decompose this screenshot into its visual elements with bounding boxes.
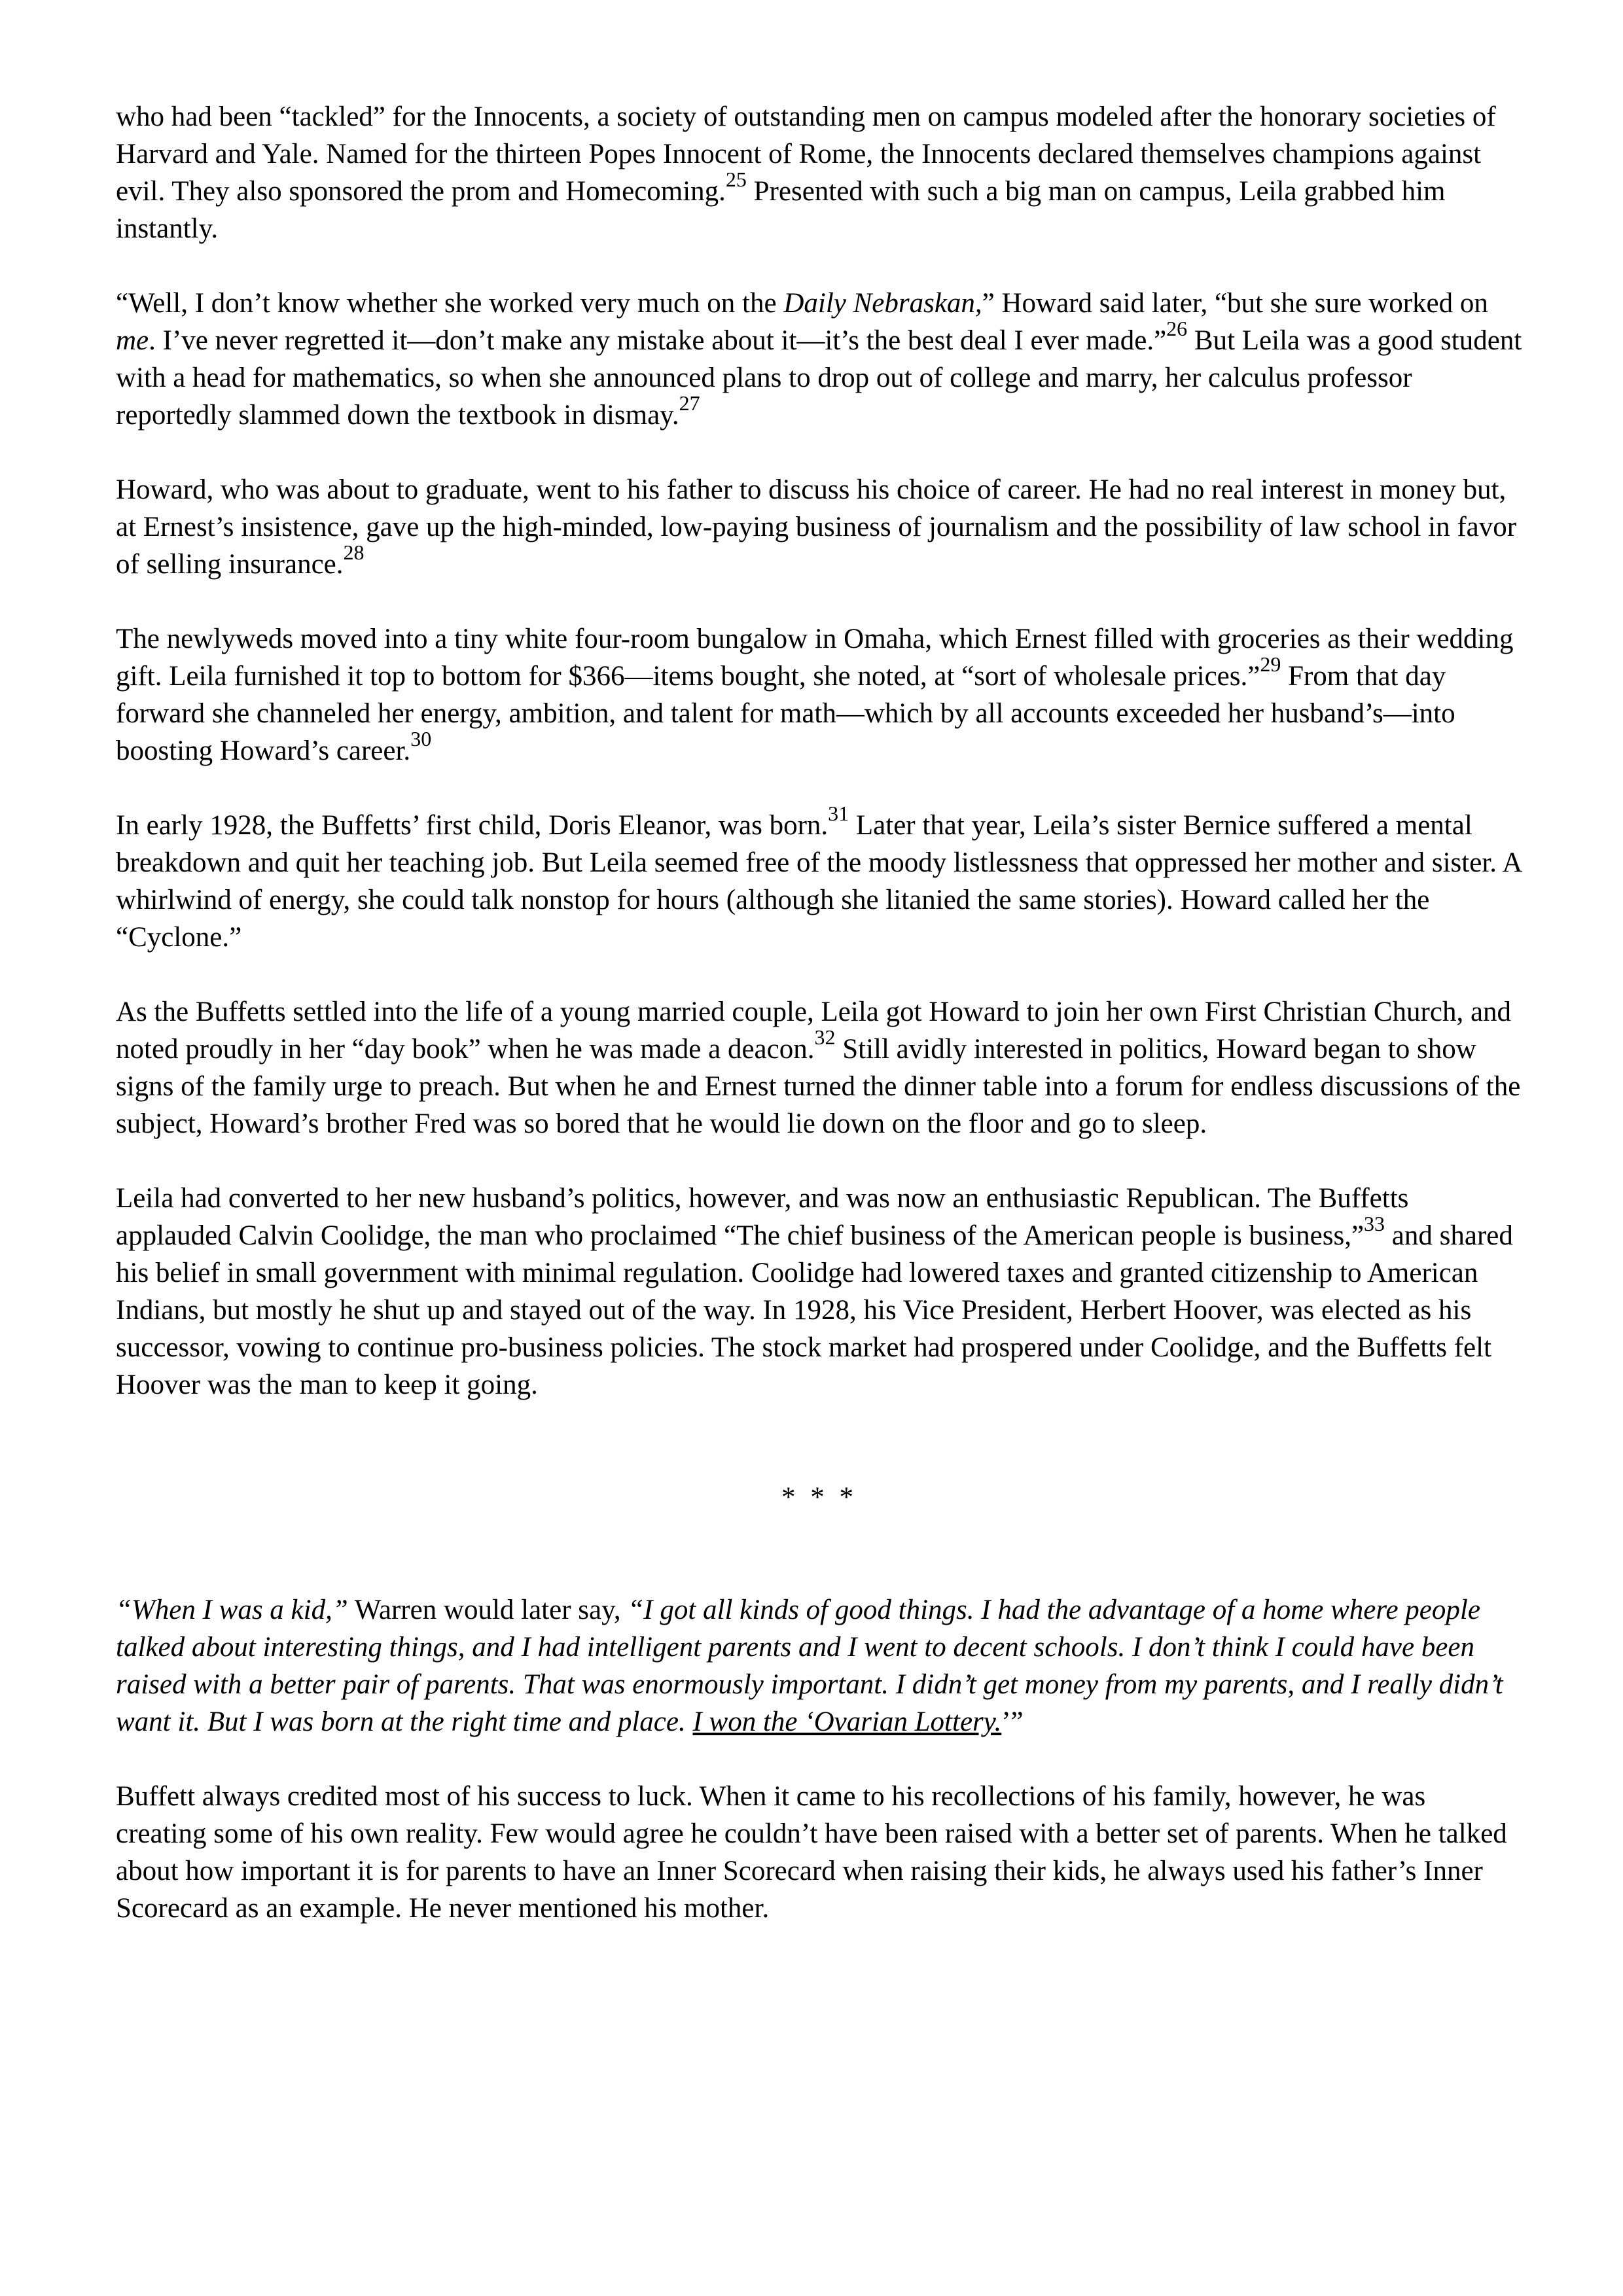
text-run: “When I was a kid,” bbox=[116, 1595, 348, 1625]
text-run: From that day forward she channeled her energy, ambition, and talent for math—which by all accounts exceeded her husband’s—into boosting Howard’s career. bbox=[116, 661, 1455, 766]
text-run: Buffett always credited most of his success to luck. When it came to his recollections of his family, however, he was creating some of his own reality. Few would agree he couldn’t have been raised with a better set of parents. When he talked about how important it is for parents to have an Inner Scorecard when raising their kids, he always used his father’s Inner Scorecard as an example. He never mentioned his mother. bbox=[116, 1781, 1507, 1924]
text-run: Leila had converted to her new husband’s politics, however, and was now an enthusiastic Republican. The Buffetts applauded Calvin Coolidge, the man who proclaimed “The chief business of the American people is business,” bbox=[116, 1183, 1409, 1251]
text-run: who had been “tackled” for the Innocents, a society of outstanding men on campus modeled after the honorary societies of Harvard and Yale. Named for the thirteen Popes Innocent of Rome, the Innocents declared themselves champions against evil. They also sponsored the prom and Homecoming. bbox=[116, 101, 1496, 207]
text-run: I won the ‘Ovarian Lottery. bbox=[692, 1706, 1002, 1737]
body-paragraph bbox=[116, 98, 1523, 247]
footnote-reference: 32 bbox=[814, 1025, 836, 1049]
body-paragraph bbox=[116, 1180, 1523, 1404]
text-run: “I got all kinds of good things. I had the advantage of a home where people talked about interesting things, and I had intelligent parents and I went to decent schools. I don’t think I could have been raised with a better pair of parents. That was enormously important. I didn’t get money from my parents, and I really didn’t want it. But I was born at the right time and place. bbox=[116, 1595, 1503, 1737]
footnote-reference: 31 bbox=[828, 801, 849, 825]
text-run: But Leila was a good student with a head for mathematics, so when she announced plans to drop out of college and marry, her calculus professor reportedly slammed down the textbook in dismay. bbox=[116, 325, 1522, 431]
text-run: The newlyweds moved into a tiny white four-room bungalow in Omaha, which Ernest filled with groceries as their wedding gift. Leila furnished it top to bottom for $366—items bought, she noted, at “sort of wholesale prices.” bbox=[116, 624, 1514, 692]
text-run: In early 1928, the Buffetts’ first child, Doris Eleanor, was born. bbox=[116, 810, 829, 841]
footnote-reference: 28 bbox=[343, 540, 365, 564]
document-page bbox=[116, 98, 1523, 1927]
text-run: Still avidly interested in politics, Howard began to show signs of the family urge to preach. But when he and Ernest turned the dinner table into a forum for endless discussions of the subject, Howard’s brother Fred was so bored that he would lie down on the floor and go to sleep. bbox=[116, 1034, 1521, 1139]
footnote-reference: 25 bbox=[725, 167, 747, 191]
text-run: As the Buffetts settled into the life of a young married couple, Leila got Howard to join her own First Christian Church, and noted proudly in her “day book” when he was made a deacon. bbox=[116, 997, 1512, 1065]
body-paragraph bbox=[116, 620, 1523, 769]
text-run: ’” bbox=[1001, 1706, 1024, 1737]
body-paragraph bbox=[116, 1778, 1523, 1927]
text-run: . I’ve never regretted it—don’t make any mistake about it—it’s the best deal I ever made.” bbox=[149, 325, 1167, 356]
text-run: Later that year, Leila’s sister Bernice suffered a mental breakdown and quit her teaching job. But Leila seemed free of the moody listlessness that oppressed her mother and sister. A whirlwind of energy, she could talk nonstop for hours (although she litanied the same stories). Howard called her the “Cyclone.” bbox=[116, 810, 1522, 953]
text-run: “Well, I don’t know whether she worked very much on the bbox=[116, 288, 784, 319]
text-run: Howard, who was about to graduate, went to his father to discuss his choice of career. He had no real interest in money but, at Ernest’s insistence, gave up the high-minded, low-paying business of journalism and the possibility of law school in favor of selling insurance. bbox=[116, 474, 1517, 580]
body-paragraph bbox=[116, 993, 1523, 1142]
footnote-reference: 27 bbox=[679, 391, 700, 415]
text-run: Warren would later say, bbox=[348, 1595, 628, 1625]
footnote-reference: 29 bbox=[1260, 652, 1281, 676]
section-break bbox=[116, 1479, 1523, 1516]
text-run: * * * bbox=[781, 1482, 857, 1513]
text-run: Daily Nebraskan, bbox=[783, 288, 982, 319]
text-run: me bbox=[116, 325, 149, 356]
text-run: and shared his belief in small government with minimal regulation. Coolidge had lowered taxes and granted citizenship to American Indians, but mostly he shut up and stayed out of the way. In 1928, his Vice President, Herbert Hoover, was elected as his successor, vowing to continue pro-business policies. The stock market had prospered under Coolidge, and the Buffetts felt Hoover was the man to keep it going. bbox=[116, 1220, 1513, 1400]
text-run: Presented with such a big man on campus, Leila grabbed him instantly. bbox=[116, 176, 1446, 244]
body-paragraph bbox=[116, 471, 1523, 583]
body-paragraph bbox=[116, 285, 1523, 434]
body-paragraph bbox=[116, 1591, 1523, 1740]
footnote-reference: 30 bbox=[410, 726, 432, 751]
footnote-reference: 33 bbox=[1364, 1211, 1385, 1235]
footnote-reference: 26 bbox=[1166, 316, 1188, 340]
text-run: ” Howard said later, “but she sure worked on bbox=[982, 288, 1488, 319]
body-paragraph bbox=[116, 801, 1523, 956]
